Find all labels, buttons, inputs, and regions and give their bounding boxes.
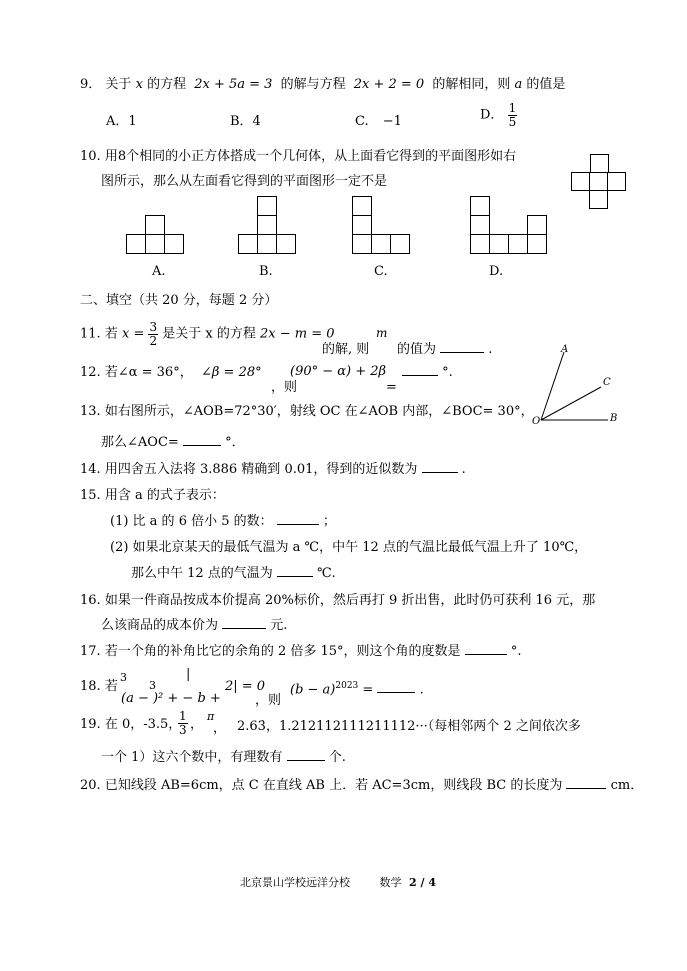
figure-square <box>257 215 277 235</box>
q15-sub-1 <box>110 515 336 528</box>
q11-tail <box>322 343 369 356</box>
q10-line-2: 图所示，那么从左面看它得到的平面图形一定不是 <box>101 174 388 189</box>
q9-var-x: x <box>135 77 143 92</box>
q9-text: 关于 <box>105 77 132 92</box>
q9-option-c-value: −1 <box>382 114 402 129</box>
q11-text: 的解, 则 <box>322 342 370 357</box>
fraction-denominator: 5 <box>508 114 517 129</box>
q18-abs-term: 2| = 0 <box>225 679 266 694</box>
q10-text: 用8个相同的小正方体搭成一个几何体，从上面看它得到的平面图形如右 <box>104 149 517 164</box>
q18-abs-bar: | <box>186 667 191 682</box>
q14-number: 14. <box>80 462 101 477</box>
q19-start <box>80 718 181 731</box>
figure-square <box>590 154 609 173</box>
figure-square <box>257 196 277 216</box>
q18-power-base: (b − a) <box>290 682 336 698</box>
figure-square <box>352 196 372 216</box>
figure-square <box>470 234 490 254</box>
figure-square <box>126 234 146 254</box>
q11-text: 是关于 x 的方程 <box>162 326 256 342</box>
q19-rest: 2.63̇，1.212112111211112···（每相邻两个 2 之间依次多 <box>237 719 581 734</box>
q14-text: 用四舍五入法将 3.886 精确到 0.01，得到的近似数为 <box>104 462 418 477</box>
q11-x-equals: x = <box>121 326 145 342</box>
q11-tail-2 <box>397 343 492 356</box>
q10-option-b-label: B. <box>259 264 273 279</box>
q11-answer-blank[interactable] <box>440 351 484 353</box>
fraction-numerator: 1 <box>179 709 187 723</box>
q11-fraction <box>148 321 158 347</box>
q12-text: °. <box>442 365 453 380</box>
q12-expression: (90° − α) + 2β <box>290 364 387 379</box>
q9-option-b: B．4 <box>230 114 261 129</box>
q15-text: 用含 a 的式子表示： <box>104 488 225 503</box>
figure-square <box>607 172 626 191</box>
q18-top-3b: 3 <box>149 679 156 692</box>
figure-square <box>527 234 547 254</box>
q18-expression-bottom: (a − )² + − b + <box>121 691 221 706</box>
q19-number: 19. <box>80 717 101 732</box>
figure-square <box>489 234 509 254</box>
q10-line-1 <box>80 150 516 163</box>
q19-answer-blank[interactable] <box>287 759 325 761</box>
q14-answer-blank[interactable] <box>422 471 458 473</box>
figure-square <box>276 234 296 254</box>
q19-text: 个. <box>328 750 346 765</box>
q18-number: 18. <box>80 679 101 694</box>
q12-beta: ∠β = 28° <box>201 365 262 380</box>
q9-equation-2: 2x + 2 = 0 <box>353 77 425 92</box>
figure-square <box>371 234 391 254</box>
q12-answer-blank[interactable] <box>402 374 438 376</box>
q12-then: ，则 <box>271 380 298 395</box>
q15-text: (1) 比 a 的 6 倍小 5 的数： <box>110 514 273 529</box>
q15-text: ； <box>322 514 336 529</box>
q9-equation-1: 2x + 5a = 3 <box>194 77 273 92</box>
q18-answer-blank[interactable] <box>377 691 415 693</box>
fraction-numerator: 3 <box>149 320 158 334</box>
q12 <box>80 366 193 379</box>
figure-square <box>470 196 490 216</box>
q18-then: ，则 <box>255 693 282 708</box>
q11-number: 11. <box>80 326 101 342</box>
q9-option-d-fraction <box>508 102 518 128</box>
q9-option-c-label: C. <box>355 114 369 129</box>
q14-text: . <box>461 462 466 477</box>
q20 <box>80 779 643 792</box>
q17-answer-blank[interactable] <box>465 653 507 655</box>
q19-line-2 <box>101 751 346 764</box>
figure-square <box>589 190 608 209</box>
q18-text: . <box>419 682 424 698</box>
q10-option-c-label: C. <box>374 264 388 279</box>
figure-square <box>470 215 490 235</box>
q11-equation: 2x − m = 0 <box>260 326 335 342</box>
q9-option-d <box>480 102 517 128</box>
q9-text: 的解相同，则 <box>432 77 511 92</box>
q18-power-exponent: 2023 <box>335 681 359 691</box>
q9-text: 的值是 <box>526 77 566 92</box>
q18-text: 若 <box>104 679 118 694</box>
figure-square <box>145 215 165 235</box>
q19-text: 一个 1）这六个数中，有理数有 <box>101 750 283 765</box>
q15-sub1-answer-blank[interactable] <box>277 523 319 525</box>
q15-sub-2-line-2 <box>131 567 336 580</box>
q13-answer-blank[interactable] <box>183 444 221 446</box>
q15-sub-2-line-1: (2) 如果北京某天的最低气温为 a ℃，中午 12 点的气温比最低气温上升了 10℃， <box>110 540 588 555</box>
q9-var-a: a <box>514 77 523 92</box>
figure-square <box>508 234 528 254</box>
q16-answer-blank[interactable] <box>222 627 266 629</box>
q16-line-2 <box>101 619 287 632</box>
q15 <box>80 489 225 502</box>
q16-line-1 <box>80 594 595 607</box>
q12-text: 若∠α = 36°， <box>104 365 193 380</box>
q13-text: 那么∠AOC= <box>101 435 179 450</box>
q16-text: 元. <box>270 618 288 633</box>
page-footer <box>240 877 436 888</box>
figure-square <box>352 234 372 254</box>
q9-option-a: A．1 <box>106 114 137 129</box>
figure-square <box>145 234 165 254</box>
q19-comma-2: ， <box>213 721 227 736</box>
q9-option-d-label: D． <box>480 107 504 123</box>
q11-text: 若 <box>104 326 118 342</box>
q18-top-3a: 3 <box>120 671 127 684</box>
q15-sub2-answer-blank[interactable] <box>277 575 313 577</box>
footer-school: 北京景山学校远洋分校 <box>240 876 350 889</box>
q20-number: 20. <box>80 778 101 793</box>
q17-text: 若一个角的补角比它的余角的 2 倍多 15°，则这个角的度数是 <box>104 644 461 659</box>
figure-square <box>164 234 184 254</box>
section-2-title: 二、填空（共 20 分，每题 2 分） <box>80 293 278 308</box>
q18-number-line <box>80 680 118 693</box>
q20-answer-blank[interactable] <box>566 787 606 789</box>
q13-label-c: C <box>603 377 611 388</box>
q17-number: 17. <box>80 644 101 659</box>
q13-label-b: B <box>610 413 618 424</box>
q13-label-a: A <box>561 344 569 355</box>
q11-text: 的值为 <box>397 342 437 357</box>
q16-text: 如果一件商品按成本价提高 20%标价，然后再打 9 折出售，此时仍可获利 16 元，那 <box>104 593 596 608</box>
q13-text: °． <box>225 435 245 450</box>
q13-line-2 <box>101 436 245 449</box>
q18-equals: = <box>362 682 374 698</box>
figure-square <box>257 234 277 254</box>
q12-number: 12. <box>80 365 101 380</box>
q10-option-a-label: A. <box>152 264 166 279</box>
q11-var-m: m <box>376 326 388 340</box>
q11-text: . <box>488 342 493 357</box>
footer-page-number: 2 / 4 <box>409 876 436 889</box>
q13-number: 13. <box>80 404 101 419</box>
q9-stem <box>80 78 565 91</box>
q17 <box>80 645 521 658</box>
figure-square <box>527 215 547 235</box>
q10-option-d-label: D. <box>489 264 504 279</box>
q14 <box>80 463 466 476</box>
q19-text: 在 0，-3.5， <box>104 717 182 732</box>
q9-number: 9． <box>80 77 102 92</box>
footer-subject: 数学 <box>379 876 402 889</box>
q11 <box>80 321 335 361</box>
q12-answer <box>402 366 453 379</box>
q17-text: °. <box>510 644 522 659</box>
q13-line-1 <box>80 405 534 418</box>
fraction-denominator: 2 <box>149 333 158 348</box>
q19-fraction <box>178 710 188 736</box>
q15-text: ℃. <box>317 566 336 581</box>
figure-square <box>352 215 372 235</box>
q19-comma: ， <box>190 717 204 732</box>
q12-equals: = <box>386 380 397 395</box>
q20-text: 已知线段 AB=6cm，点 C 在直线 AB 上．若 AC=3cm，则线段 BC 的长度为 <box>104 778 563 793</box>
q9-text: 的方程 <box>147 77 187 92</box>
q16-text: 么该商品的成本价为 <box>101 618 219 633</box>
figure-square <box>238 234 258 254</box>
fraction-denominator: 3 <box>179 722 187 737</box>
q13-text: 如右图所示，∠AOB=72°30′，射线 OC 在∠AOB 内部，∠BOC= 30°， <box>104 404 534 419</box>
q20-text: cm． <box>610 778 644 793</box>
q9-text: 的解与方程 <box>280 77 346 92</box>
figure-square <box>390 234 410 254</box>
fraction-numerator: 1 <box>508 101 517 115</box>
q9-option-c <box>355 115 402 128</box>
q15-number: 15. <box>80 488 101 503</box>
q15-text: 那么中午 12 点的气温为 <box>131 566 273 581</box>
q13-label-o: O <box>532 416 541 427</box>
q18-result <box>290 682 424 696</box>
figure-square <box>571 172 590 191</box>
figure-square <box>589 172 608 191</box>
q10-number: 10. <box>80 149 101 164</box>
q19-pi: π <box>207 710 215 723</box>
q16-number: 16. <box>80 593 101 608</box>
